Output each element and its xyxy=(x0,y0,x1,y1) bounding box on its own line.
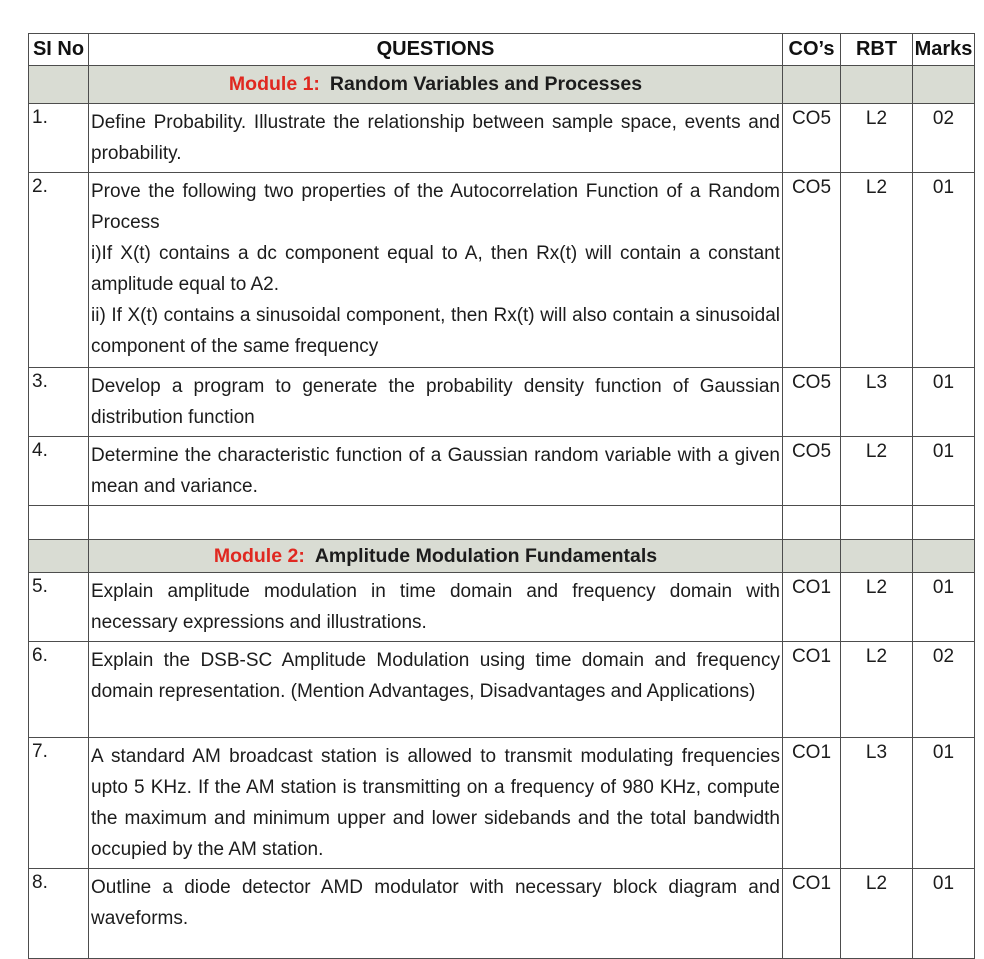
question-text-cell xyxy=(89,573,783,642)
module-label: Module 1: xyxy=(228,73,320,95)
column-header-sl-no: SI No xyxy=(29,34,89,66)
question-rbt: L2 xyxy=(841,437,913,506)
question-table-body xyxy=(29,66,975,959)
question-co: CO1 xyxy=(783,642,841,738)
question-text-cell xyxy=(89,869,783,959)
question-text-paragraph: Define Probability. Illustrate the relationship between sample space, events and probability. xyxy=(91,112,780,164)
question-number: 1. xyxy=(29,104,89,173)
question-row xyxy=(29,104,975,173)
module-header-row xyxy=(29,66,975,104)
column-header-marks: Marks xyxy=(913,34,975,66)
question-text-cell xyxy=(89,368,783,437)
module-row-marks-cell xyxy=(913,66,975,104)
question-number: 4. xyxy=(29,437,89,506)
question-text-cell xyxy=(89,104,783,173)
question-marks: 01 xyxy=(913,738,975,869)
module-row-co-cell xyxy=(783,66,841,104)
question-rbt: L3 xyxy=(841,368,913,437)
question-marks: 01 xyxy=(913,573,975,642)
question-number: 3. xyxy=(29,368,89,437)
table-header-row xyxy=(29,34,975,66)
module-title: Random Variables and Processes xyxy=(329,73,643,95)
question-marks: 01 xyxy=(913,368,975,437)
question-marks: 02 xyxy=(913,104,975,173)
question-rbt: L2 xyxy=(841,173,913,368)
question-number: 8. xyxy=(29,869,89,959)
question-text-cell xyxy=(89,173,783,368)
question-row xyxy=(29,173,975,368)
question-rbt: L2 xyxy=(841,573,913,642)
question-text-paragraph: i)If X(t) contains a dc component equal to A, then Rx(t) will contain a constant amplitude equal to A2. xyxy=(91,243,780,295)
question-co: CO1 xyxy=(783,738,841,869)
question-text-paragraph: Determine the characteristic function of a Gaussian random variable with a given mean and variance. xyxy=(91,445,780,497)
question-co: CO5 xyxy=(783,173,841,368)
question-number: 7. xyxy=(29,738,89,869)
question-rbt: L2 xyxy=(841,642,913,738)
question-co: CO5 xyxy=(783,104,841,173)
question-rbt: L3 xyxy=(841,738,913,869)
module-row-rbt-cell xyxy=(841,66,913,104)
empty-cell xyxy=(29,506,89,540)
question-text-paragraph: Explain the DSB-SC Amplitude Modulation using time domain and frequency domain representation. (Mention Advantages, Disadvantages and Applications) xyxy=(91,650,780,702)
question-text-paragraph: Develop a program to generate the probability density function of Gaussian distribution function xyxy=(91,376,780,428)
question-rbt: L2 xyxy=(841,104,913,173)
question-marks: 02 xyxy=(913,642,975,738)
question-text-paragraph: Prove the following two properties of the Autocorrelation Function of a Random Process xyxy=(91,181,780,233)
module-row-slno-cell xyxy=(29,540,89,573)
column-header-rbt: RBT xyxy=(841,34,913,66)
question-text-paragraph: A standard AM broadcast station is allowed to transmit modulating frequencies upto 5 KHz. If the AM station is transmitting on a frequency of 980 KHz, compute the maximum and minimum upper and lower sidebands and the total bandwidth occupied by the AM station. xyxy=(91,746,780,860)
question-number: 6. xyxy=(29,642,89,738)
question-co: CO1 xyxy=(783,573,841,642)
module-title-cell xyxy=(89,66,783,104)
module-title: Amplitude Modulation Fundamentals xyxy=(314,544,658,567)
module-label: Module 2: xyxy=(213,544,305,567)
question-row xyxy=(29,368,975,437)
question-row xyxy=(29,573,975,642)
empty-row xyxy=(29,506,975,540)
module-row-rbt-cell xyxy=(841,540,913,573)
empty-cell xyxy=(841,506,913,540)
question-text-cell xyxy=(89,738,783,869)
question-row xyxy=(29,437,975,506)
question-co: CO5 xyxy=(783,368,841,437)
question-row xyxy=(29,642,975,738)
question-co: CO5 xyxy=(783,437,841,506)
question-text-cell xyxy=(89,437,783,506)
empty-cell xyxy=(783,506,841,540)
question-text-cell xyxy=(89,642,783,738)
empty-cell xyxy=(913,506,975,540)
question-bank-table xyxy=(28,33,975,959)
question-row xyxy=(29,869,975,959)
module-row-marks-cell xyxy=(913,540,975,573)
module-header-row xyxy=(29,540,975,573)
question-row xyxy=(29,738,975,869)
column-header-cos: CO’s xyxy=(783,34,841,66)
question-marks: 01 xyxy=(913,869,975,959)
empty-cell xyxy=(89,506,783,540)
question-text-paragraph: ii) If X(t) contains a sinusoidal component, then Rx(t) will also contain a sinusoidal component of the same frequency xyxy=(91,305,780,357)
module-title-cell xyxy=(89,540,783,573)
question-rbt: L2 xyxy=(841,869,913,959)
question-text-paragraph: Explain amplitude modulation in time domain and frequency domain with necessary expressions and illustrations. xyxy=(91,581,780,633)
question-text-paragraph: Outline a diode detector AMD modulator with necessary block diagram and waveforms. xyxy=(91,877,780,929)
column-header-questions: QUESTIONS xyxy=(89,34,783,66)
question-co: CO1 xyxy=(783,869,841,959)
question-marks: 01 xyxy=(913,437,975,506)
module-row-slno-cell xyxy=(29,66,89,104)
question-number: 2. xyxy=(29,173,89,368)
question-number: 5. xyxy=(29,573,89,642)
module-row-co-cell xyxy=(783,540,841,573)
question-marks: 01 xyxy=(913,173,975,368)
